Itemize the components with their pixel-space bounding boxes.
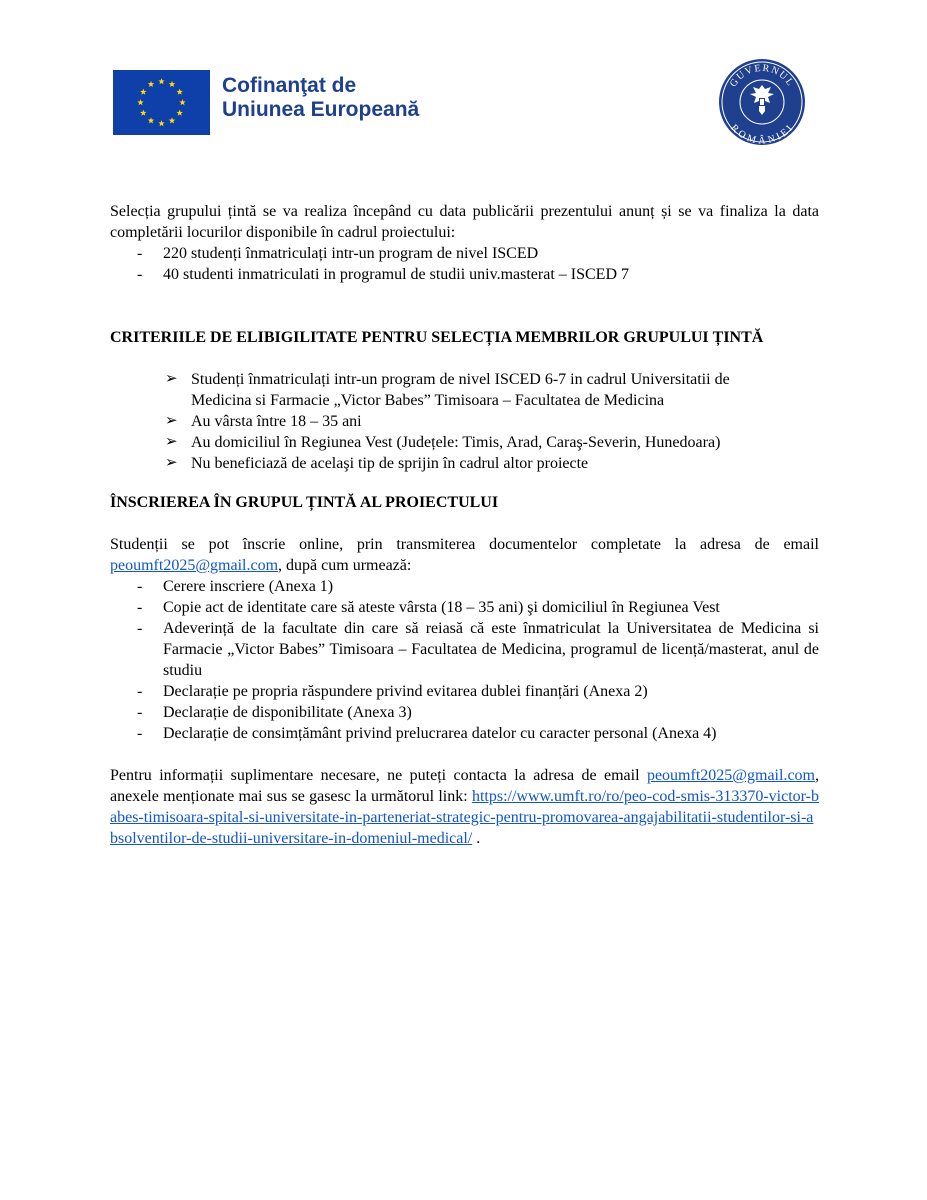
- contact-paragraph: [110, 765, 819, 849]
- eu-cofinancing-text: [222, 74, 419, 122]
- criteria-list: [110, 369, 819, 474]
- dash-marker: -: [137, 704, 143, 721]
- list-item: [110, 702, 819, 723]
- dash-marker: -: [137, 245, 143, 262]
- list-item: [110, 453, 819, 474]
- eu-flag-logo: [113, 70, 210, 135]
- target-group-item-1: 220 studenți înmatriculați intr-un program de nivel ISCED: [163, 245, 539, 262]
- document-item-4: Declarație pe propria răspundere privind evitarea dublei finanțări (Anexa 2): [163, 683, 648, 700]
- document-item-6: Declarație de consimțământ privind prelucrarea datelor cu caracter personal (Anexa 4): [163, 725, 717, 742]
- romanian-government-logo: [717, 57, 807, 147]
- gov-bottom-text: ROMÂNIEI: [728, 122, 796, 147]
- document-body: [110, 201, 819, 849]
- list-item: [110, 723, 819, 744]
- eu-stars-icon: [113, 70, 210, 135]
- enrollment-heading: ÎNSCRIEREA ÎN GRUPUL ȚINTĂ AL PROIECTULUI: [110, 494, 499, 511]
- enrollment-text-start: Studenții se pot înscrie online, prin transmiterea documentelor completate la adresa de email: [110, 536, 819, 553]
- criteria-item-2: Au vârsta între 18 – 35 ani: [191, 413, 362, 430]
- dash-marker: -: [137, 725, 143, 742]
- dash-marker: -: [137, 620, 143, 637]
- arrow-bullet-icon: ➢: [165, 371, 178, 387]
- eu-text-line2: Uniunea Europeană: [222, 98, 420, 121]
- enrollment-email-link[interactable]: peoumft2025@gmail.com: [110, 557, 279, 574]
- list-item: [110, 618, 819, 681]
- list-item: [110, 243, 819, 264]
- document-item-2: Copie act de identitate care să ateste vârsta (18 – 35 ani) şi domiciliul în Regiunea Vest: [163, 599, 720, 616]
- list-item: [110, 597, 819, 618]
- dash-marker: -: [137, 578, 143, 595]
- contact-text-start: Pentru informații suplimentare necesare, ne puteți contacta la adresa de email: [110, 767, 647, 784]
- arrow-bullet-icon: ➢: [165, 413, 178, 429]
- list-item: [110, 681, 819, 702]
- dash-marker: -: [137, 683, 143, 700]
- annex-download-link[interactable]: https://www.umft.ro/ro/peo-cod-smis-313370-victor-babes-timisoara-spital-si-universitate-in-parteneriat-strategic-pentru-promovarea-angajabilitatii-studentilor-si-absolventilor-de-studii-universitare-in-domeniul-medical/: [110, 788, 819, 847]
- contact-text-end: .: [472, 830, 481, 847]
- list-item: [110, 411, 819, 432]
- gov-top-text: GUVERNUL: [727, 62, 797, 90]
- target-group-list: [110, 243, 819, 285]
- document-item-3: Adeverință de la facultate din care să reiasă că este înmatriculat la Universitatea de Medicina si Farmacie „Victor Babes” Timisoara – Facultatea de Medicina, programul de licență/masterat, anul de studiu: [163, 620, 819, 679]
- list-item: [110, 432, 819, 453]
- criteria-item-3: Au domiciliul în Regiunea Vest (Județele: Timis, Arad, Caraş-Severin, Hunedoara): [191, 434, 721, 451]
- document-item-1: Cerere inscriere (Anexa 1): [163, 578, 334, 595]
- arrow-bullet-icon: ➢: [165, 455, 178, 471]
- list-item: [110, 576, 819, 597]
- documents-list: [110, 576, 819, 744]
- dash-marker: -: [137, 599, 143, 616]
- criteria-item-1: Studenți înmatriculați intr-un program de nivel ISCED 6-7 in cadrul Universitatii de Medicina si Farmacie „Victor Babes” Timisoara – Facultatea de Medicina: [191, 371, 730, 409]
- criteria-heading: CRITERIILE DE ELIBIGILITATE PENTRU SELECȚIA MEMBRILOR GRUPULUI ȚINTĂ: [110, 329, 764, 346]
- government-seal-icon: [717, 57, 807, 147]
- contact-text-mid: , anexele menționate mai sus se gasesc la următorul link:: [110, 767, 819, 805]
- enrollment-paragraph: [110, 534, 819, 576]
- document-item-5: Declarație de disponibilitate (Anexa 3): [163, 704, 412, 721]
- target-group-item-2: 40 studenti inmatriculati in programul de studii univ.masterat – ISCED 7: [163, 266, 629, 283]
- arrow-bullet-icon: ➢: [165, 434, 178, 450]
- list-item: [110, 264, 819, 285]
- list-item: [110, 369, 819, 411]
- document-header: [0, 0, 927, 160]
- intro-paragraph: Selecția grupului țintă se va realiza începând cu data publicării prezentului anunț și se va finaliza la data completării locurilor disponibile în cadrul proiectului:: [110, 203, 819, 241]
- criteria-item-4: Nu beneficiază de acelaşi tip de sprijin în cadrul altor proiecte: [191, 455, 589, 472]
- enrollment-text-end: , după cum urmează:: [278, 557, 412, 574]
- eu-text-line1: Cofinanţat de: [222, 74, 357, 97]
- contact-email-link[interactable]: peoumft2025@gmail.com: [646, 767, 815, 784]
- dash-marker: -: [137, 266, 143, 283]
